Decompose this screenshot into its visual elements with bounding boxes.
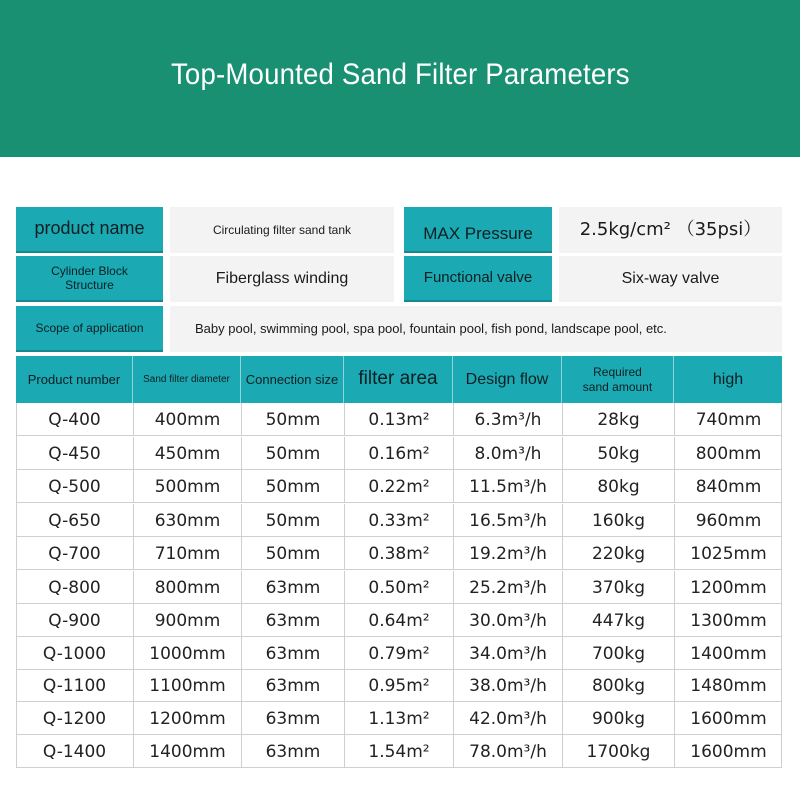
table-row <box>16 735 782 768</box>
cell-sand-amount: 700kg <box>562 637 674 670</box>
cell-sand-amount: 220kg <box>562 537 674 570</box>
header-diameter: Sand filter diameter <box>133 356 241 403</box>
cell-sand-amount: 370kg <box>562 571 674 604</box>
max-pressure-value: 2.5kg/cm² （35psi） <box>559 207 782 253</box>
cell-connection-size: 63mm <box>241 735 344 768</box>
table-row <box>16 604 782 637</box>
table-row <box>16 437 782 470</box>
cell-product-number: Q-1000 <box>42 643 107 664</box>
cell-sand-amount: 28kg <box>562 403 674 436</box>
header-sand-amount: Required sand amount <box>562 356 674 403</box>
cell-product-number: Q-1200 <box>42 708 107 729</box>
header-product-number: Product number <box>16 356 133 403</box>
product-name-value: Circulating filter sand tank <box>170 207 394 253</box>
cell-connection-size: 63mm <box>241 669 344 702</box>
cell-connection-size: 50mm <box>241 537 344 570</box>
cell-diameter: 500mm <box>133 470 241 503</box>
cell-product-number: Q-400 <box>48 409 101 430</box>
cell-product-number: Q-700 <box>48 543 101 564</box>
cell-diameter: 1100mm <box>133 669 241 702</box>
cell-filter-area: 0.38m² <box>344 537 453 570</box>
cell-filter-area: 0.22m² <box>344 470 453 503</box>
cell-diameter: 1000mm <box>133 637 241 670</box>
functional-valve-value: Six-way valve <box>559 256 782 302</box>
cell-filter-area: 0.79m² <box>344 637 453 670</box>
cell-high: 1025mm <box>674 537 782 570</box>
cell-design-flow: 16.5m³/h <box>453 504 562 537</box>
cell-product-number: Q-1100 <box>42 675 107 696</box>
spec-table <box>16 356 782 768</box>
cell-design-flow: 19.2m³/h <box>453 537 562 570</box>
info-row-scope <box>16 306 782 352</box>
cell-high: 1600mm <box>674 702 782 735</box>
cell-design-flow: 78.0m³/h <box>453 735 562 768</box>
header-connection-size: Connection size <box>241 356 344 403</box>
cell-design-flow: 34.0m³/h <box>453 637 562 670</box>
table-row <box>16 669 782 702</box>
functional-valve-label: Functional valve <box>404 256 552 302</box>
scope-value: Baby pool, swimming pool, spa pool, fountain pool, fish pond, landscape pool, etc. <box>170 306 782 352</box>
table-row <box>16 504 782 537</box>
cell-filter-area: 0.64m² <box>344 604 453 637</box>
cell-design-flow: 6.3m³/h <box>453 403 562 436</box>
cell-filter-area: 0.16m² <box>344 437 453 470</box>
cell-design-flow: 42.0m³/h <box>453 702 562 735</box>
cell-diameter: 1400mm <box>133 735 241 768</box>
cell-connection-size: 63mm <box>241 571 344 604</box>
cell-design-flow: 30.0m³/h <box>453 604 562 637</box>
header-design-flow: Design flow <box>453 356 562 403</box>
cell-connection-size: 63mm <box>241 702 344 735</box>
cell-high: 740mm <box>674 403 782 436</box>
cell-design-flow: 11.5m³/h <box>453 470 562 503</box>
info-row-product <box>16 207 782 253</box>
table-row <box>16 470 782 503</box>
cell-design-flow: 8.0m³/h <box>453 437 562 470</box>
cell-filter-area: 0.95m² <box>344 669 453 702</box>
cell-product-number: Q-650 <box>48 510 101 531</box>
cell-product-number: Q-500 <box>48 476 101 497</box>
max-pressure-label: MAX Pressure <box>404 207 552 253</box>
cell-connection-size: 63mm <box>241 604 344 637</box>
scope-label: Scope of application <box>16 306 163 352</box>
cell-product-number: Q-900 <box>48 610 101 631</box>
table-header <box>16 356 782 403</box>
cell-design-flow: 38.0m³/h <box>453 669 562 702</box>
cell-high: 1600mm <box>674 735 782 768</box>
cell-sand-amount: 800kg <box>562 669 674 702</box>
cell-diameter: 900mm <box>133 604 241 637</box>
cell-high: 1300mm <box>674 604 782 637</box>
cell-sand-amount: 80kg <box>562 470 674 503</box>
cell-sand-amount: 1700kg <box>562 735 674 768</box>
cell-diameter: 800mm <box>133 571 241 604</box>
cell-connection-size: 50mm <box>241 504 344 537</box>
cell-diameter: 710mm <box>133 537 241 570</box>
cell-product-number: Q-450 <box>48 443 101 464</box>
header-high: high <box>712 370 744 388</box>
cell-sand-amount: 160kg <box>562 504 674 537</box>
cell-sand-amount: 447kg <box>562 604 674 637</box>
info-row-cylinder <box>16 256 782 302</box>
page-title: Top-Mounted Sand Filter Parameters <box>170 57 630 91</box>
cell-diameter: 630mm <box>133 504 241 537</box>
cell-high: 960mm <box>674 504 782 537</box>
cell-design-flow: 25.2m³/h <box>453 571 562 604</box>
cell-high: 840mm <box>674 470 782 503</box>
table-row <box>16 537 782 570</box>
table-row <box>16 571 782 604</box>
title-banner <box>0 0 800 157</box>
table-row <box>16 403 782 436</box>
cell-filter-area: 1.13m² <box>344 702 453 735</box>
cell-connection-size: 50mm <box>241 437 344 470</box>
product-name-label: product name <box>16 207 163 253</box>
cell-sand-amount: 900kg <box>562 702 674 735</box>
cell-diameter: 1200mm <box>133 702 241 735</box>
cell-diameter: 450mm <box>133 437 241 470</box>
cylinder-label: Cylinder Block Structure <box>16 256 163 302</box>
cell-filter-area: 1.54m² <box>344 735 453 768</box>
cell-high: 1200mm <box>674 571 782 604</box>
cell-filter-area: 0.33m² <box>344 504 453 537</box>
cell-connection-size: 50mm <box>241 470 344 503</box>
header-filter-area: filter area <box>344 356 453 403</box>
cell-high: 1480mm <box>674 669 782 702</box>
cell-sand-amount: 50kg <box>562 437 674 470</box>
cell-product-number: Q-800 <box>48 577 101 598</box>
cell-high: 1400mm <box>674 637 782 670</box>
cell-filter-area: 0.13m² <box>344 403 453 436</box>
cell-connection-size: 63mm <box>241 637 344 670</box>
cell-connection-size: 50mm <box>241 403 344 436</box>
cell-filter-area: 0.50m² <box>344 571 453 604</box>
table-row <box>16 702 782 735</box>
cylinder-value: Fiberglass winding <box>170 256 394 302</box>
cell-high: 800mm <box>674 437 782 470</box>
cell-diameter: 400mm <box>133 403 241 436</box>
table-row <box>16 637 782 670</box>
cell-product-number: Q-1400 <box>42 741 107 762</box>
